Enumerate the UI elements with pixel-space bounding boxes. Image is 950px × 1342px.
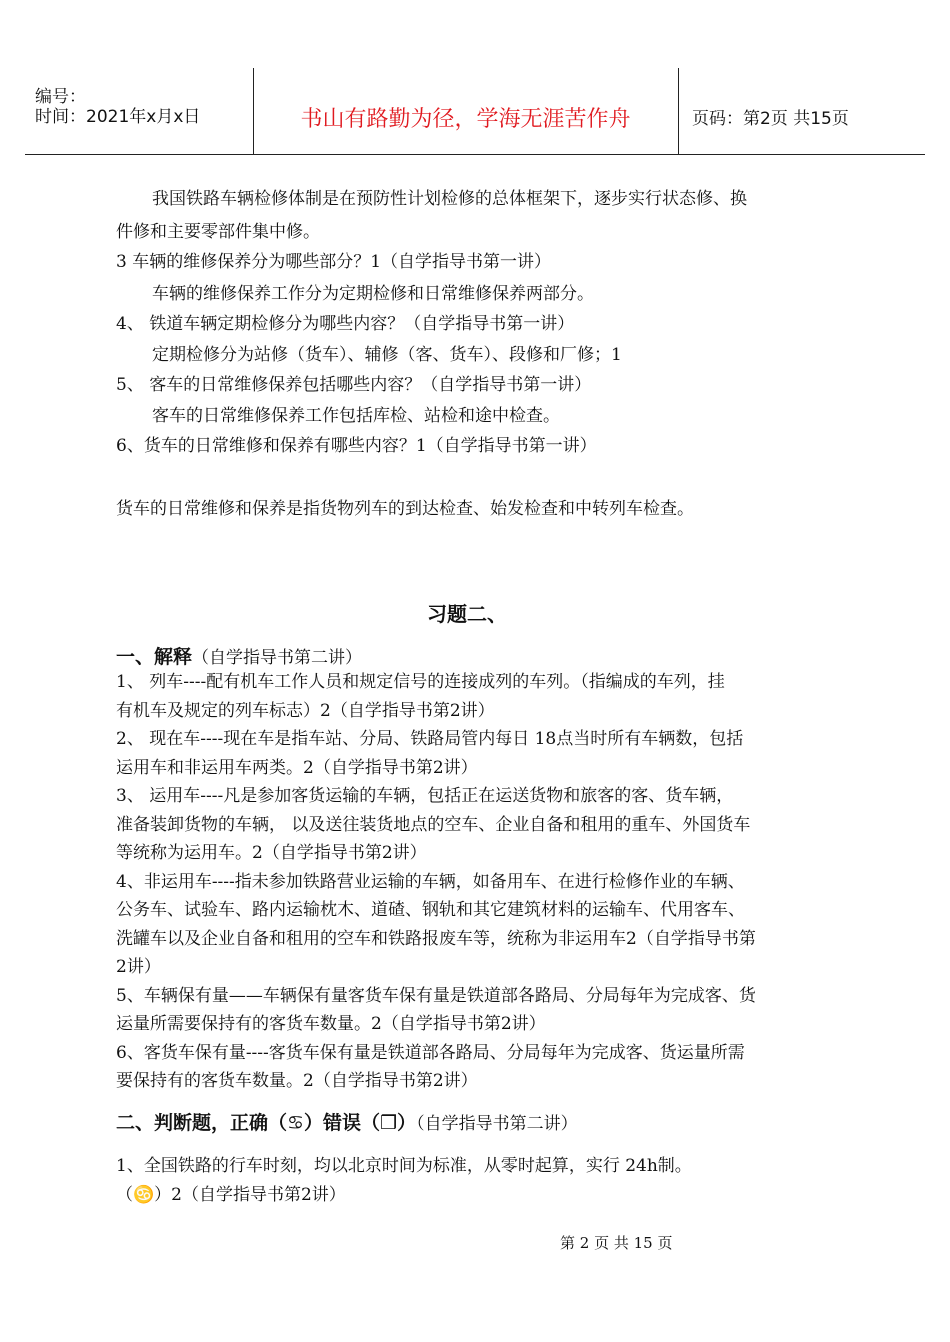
judgement-line: 1、全国铁路的行车时刻，均以北京时间为标准，从零时起算，实行 24h制。	[116, 1156, 692, 1176]
answer-line: 定期检修分为站修（货车）、辅修（客、货车）、段修和厂修；1	[152, 345, 622, 365]
section-note: （自学指导书第二讲）	[192, 648, 363, 668]
definition-line: 运用车和非运用车两类。2（自学指导书第2讲）	[116, 758, 478, 778]
definition-line: 准备装卸货物的车辆， 以及送往装货地点的空车、企业自备和租用的重车、外国货车	[116, 815, 751, 835]
definition-line: 5、车辆保有量——车辆保有量客货车保有量是铁道部各路局、分局每年为完成客、货	[116, 986, 756, 1006]
definition-line: 1、 列车----配有机车工作人员和规定信号的连接成列的车列。（指编成的车列，挂	[116, 672, 725, 692]
definition-line: 洗罐车以及企业自备和租用的空车和铁路报废车等，统称为非运用车2（自学指导书第	[116, 929, 756, 949]
question-line: 3 车辆的维修保养分为哪些部分？1（自学指导书第一讲）	[116, 252, 552, 272]
definition-line: 公务车、试验车、路内运输枕木、道碴、钢轨和其它建筑材料的运输车、代用客车、	[116, 900, 745, 920]
answer-line: 客车的日常维修保养工作包括库检、站检和途中检查。	[152, 406, 560, 426]
section-note: （自学指导书第二讲）	[416, 1114, 578, 1134]
page-header	[25, 68, 925, 155]
header-page-cell	[678, 68, 925, 154]
definition-line: 运量所需要保持有的客货车数量。2（自学指导书第2讲）	[116, 1014, 546, 1034]
number-label: 编号：	[35, 87, 86, 107]
time-label: 时间：2021年x月x日	[35, 107, 201, 127]
definition-line: 6、客货车保有量----客货车保有量是铁道部各路局、分局每年为完成客、货运量所需	[116, 1043, 745, 1063]
question-line: 4、 铁道车辆定期检修分为哪些内容？（自学指导书第一讲）	[116, 314, 575, 334]
definition-line: 等统称为运用车。2（自学指导书第2讲）	[116, 843, 427, 863]
section-title: 一、解释	[116, 646, 193, 668]
page-footer: 第 2 页 共 15 页	[560, 1234, 673, 1252]
section-heading	[116, 642, 362, 669]
definition-line: 4、非运用车----指未参加铁路营业运输的车辆，如备用车、在进行检修作业的车辆、	[116, 872, 745, 892]
section-title: 二、判断题，正确（♋）错误（❒）	[116, 1112, 417, 1134]
question-line: 6、货车的日常维修和保养有哪些内容？1（自学指导书第一讲）	[116, 436, 597, 456]
paragraph-line: 我国铁路车辆检修体制是在预防性计划检修的总体框架下，逐步实行状态修、换	[152, 189, 747, 209]
definition-line: 2讲）	[116, 957, 161, 977]
question-line: 5、 客车的日常维修保养包括哪些内容？（自学指导书第一讲）	[116, 375, 592, 395]
answer-line: 货车的日常维修和保养是指货物列车的到达检查、始发检查和中转列车检查。	[116, 499, 694, 519]
answer-line: 车辆的维修保养工作分为定期检修和日常维修保养两部分。	[152, 284, 594, 304]
page-info: 页码：第2页 共15页	[692, 109, 849, 129]
judgement-line: （♋）2（自学指导书第2讲）	[116, 1185, 346, 1205]
exercise-title: 习题二、	[427, 602, 507, 626]
definition-line: 要保持有的客货车数量。2（自学指导书第2讲）	[116, 1071, 478, 1091]
motto: 书山有路勤为径，学海无涯苦作舟	[300, 107, 631, 132]
paragraph-line: 件修和主要零部件集中修。	[116, 222, 320, 242]
header-motto-cell	[253, 68, 679, 154]
definition-line: 2、 现在车----现在车是指车站、分局、铁路局管内每日 18点当时所有车辆数，包括	[116, 729, 744, 749]
definition-line: 有机车及规定的列车标志）2（自学指导书第2讲）	[116, 701, 495, 721]
definition-line: 3、 运用车----凡是参加客货运输的车辆，包括正在运送货物和旅客的客、货车辆，	[116, 786, 734, 806]
section-heading	[116, 1108, 578, 1135]
header-meta-cell	[25, 68, 254, 154]
